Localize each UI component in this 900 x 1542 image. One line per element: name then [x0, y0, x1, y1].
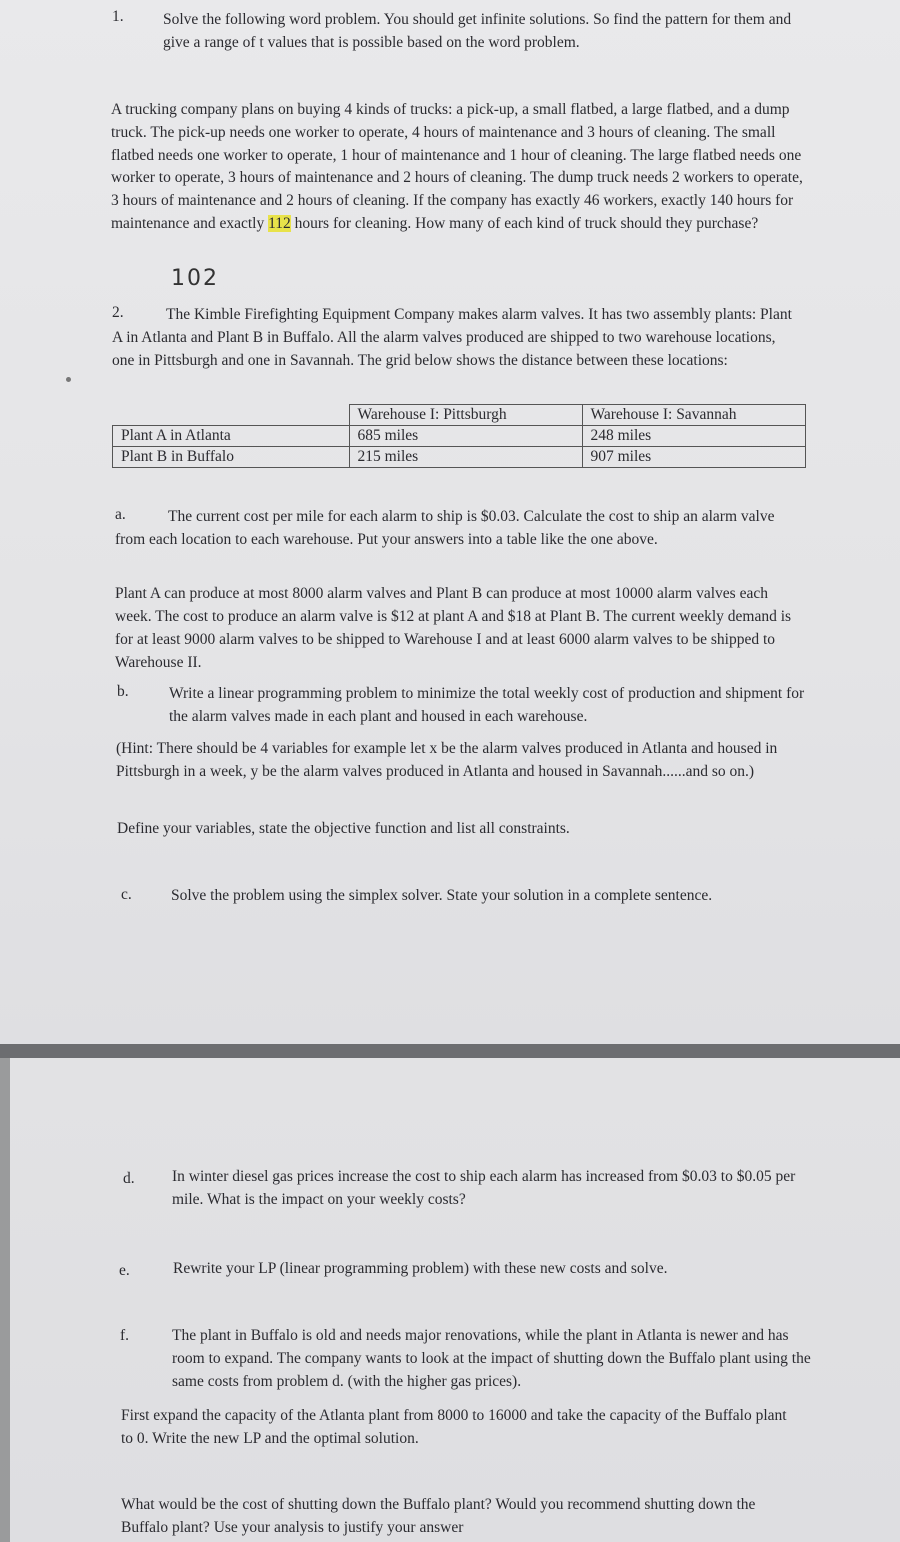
part-e-label: e.	[119, 1262, 130, 1279]
q2-number: 2.	[112, 304, 124, 321]
table-cell: 907 miles	[582, 447, 806, 468]
table-cell: 248 miles	[582, 426, 806, 447]
table-header-savannah: Warehouse I: Savannah	[582, 405, 806, 426]
table-row	[113, 447, 806, 468]
part-d-label: d.	[123, 1170, 135, 1187]
q1-problem-after: hours for cleaning. How many of each kind of truck should they purchase?	[290, 214, 759, 232]
part-b-text: Write a linear programming problem to minimize the total weekly cost of production and shipment for the alarm valves made in each plant and housed in each warehouse.	[169, 685, 805, 725]
part-f-text: The plant in Buffalo is old and needs major renovations, while the plant in Atlanta is newer and has room to expand. The company wants to look at the impact of shutting down the Buffalo plant using the same costs from problem d. (with the higher gas prices).	[172, 1327, 811, 1390]
part-e-text: Rewrite your LP (linear programming problem) with these new costs and solve.	[173, 1260, 668, 1277]
q1-highlighted-number: 112	[268, 214, 291, 232]
q1-problem-before: A trucking company plans on buying 4 kinds of trucks: a pick-up, a small flatbed, a large flatbed, and a dump truck. The pick-up needs one worker to operate, 4 hours of maintenance and 3 hours of cleaning. The small flatbed needs one worker to operate, 1 hour of maintenance and 1 hour of cleaning. The large flatbed needs one worker to operate, 3 hours of maintenance and 2 hours of cleaning. The dump truck needs 2 workers to operate, 3 hours of maintenance and 2 hours of cleaning. If the company has exactly 46 workers, exactly 140 hours for maintenance and exactly	[111, 101, 803, 232]
table-header-row	[113, 405, 806, 426]
part-a-label: a.	[115, 506, 126, 523]
part-c-label: c.	[121, 886, 132, 903]
final-question: What would be the cost of shutting down the Buffalo plant? Would you recommend shutting down the Buffalo plant? Use your analysis to justify your answer	[121, 1496, 756, 1536]
table-cell: Plant A in Atlanta	[113, 426, 350, 447]
table-header-pittsburgh: Warehouse I: Pittsburgh	[349, 405, 582, 426]
handwritten-answer: 102	[171, 266, 219, 291]
page-gap	[0, 1044, 900, 1058]
table-row	[113, 426, 806, 447]
q1-number: 1.	[112, 8, 124, 25]
expand-capacity-text: First expand the capacity of the Atlanta plant from 8000 to 16000 and take the capacity of the Buffalo plant to 0. Write the new LP and the optimal solution.	[121, 1407, 787, 1447]
define-text: Define your variables, state the objective function and list all constraints.	[117, 820, 570, 837]
q2-intro: The Kimble Firefighting Equipment Company makes alarm valves. It has two assembly plants: Plant A in Atlanta and Plant B in Buffalo. All the alarm valves produced are shipped to two warehouse locations, one in Pittsburgh and one in Savannah. The grid below shows the distance between these locations:	[112, 306, 792, 369]
q1-problem-text	[111, 99, 811, 236]
part-b-label: b.	[117, 683, 129, 700]
table-cell: 685 miles	[349, 426, 582, 447]
part-a-text: The current cost per mile for each alarm to ship is $0.03. Calculate the cost to ship an alarm valve from each location to each warehouse. Put your answers into a table like the one above.	[115, 508, 775, 548]
worksheet-page-2	[10, 1058, 900, 1542]
table-header-empty	[113, 405, 350, 426]
capacity-text: Plant A can produce at most 8000 alarm valves and Plant B can produce at most 10000 alarm valves each week. The cost to produce an alarm valve is $12 at plant A and $18 at Plant B. The current weekly demand is for at least 9000 alarm valves to be shipped to Warehouse I and at least 6000 alarm valves to be shipped to Warehouse II.	[115, 585, 792, 671]
part-d-text: In winter diesel gas prices increase the cost to ship each alarm has increased from $0.03 to $0.05 per mile. What is the impact on your weekly costs?	[172, 1168, 796, 1208]
hint-text: (Hint: There should be 4 variables for example let x be the alarm valves produced in Atlanta and housed in Pittsburgh in a week, y be the alarm valves produced in Atlanta and housed in Savannah......and so on.)	[116, 740, 778, 780]
table-cell: Plant B in Buffalo	[113, 447, 350, 468]
table-cell: 215 miles	[349, 447, 582, 468]
q1-instruction: Solve the following word problem. You should get infinite solutions. So find the pattern for them and give a range of t values that is possible based on the word problem.	[163, 11, 792, 51]
part-c-text: Solve the problem using the simplex solver. State your solution in a complete sentence.	[171, 887, 713, 904]
stray-mark	[66, 377, 71, 382]
distance-table	[112, 404, 806, 468]
part-f-label: f.	[120, 1327, 130, 1344]
